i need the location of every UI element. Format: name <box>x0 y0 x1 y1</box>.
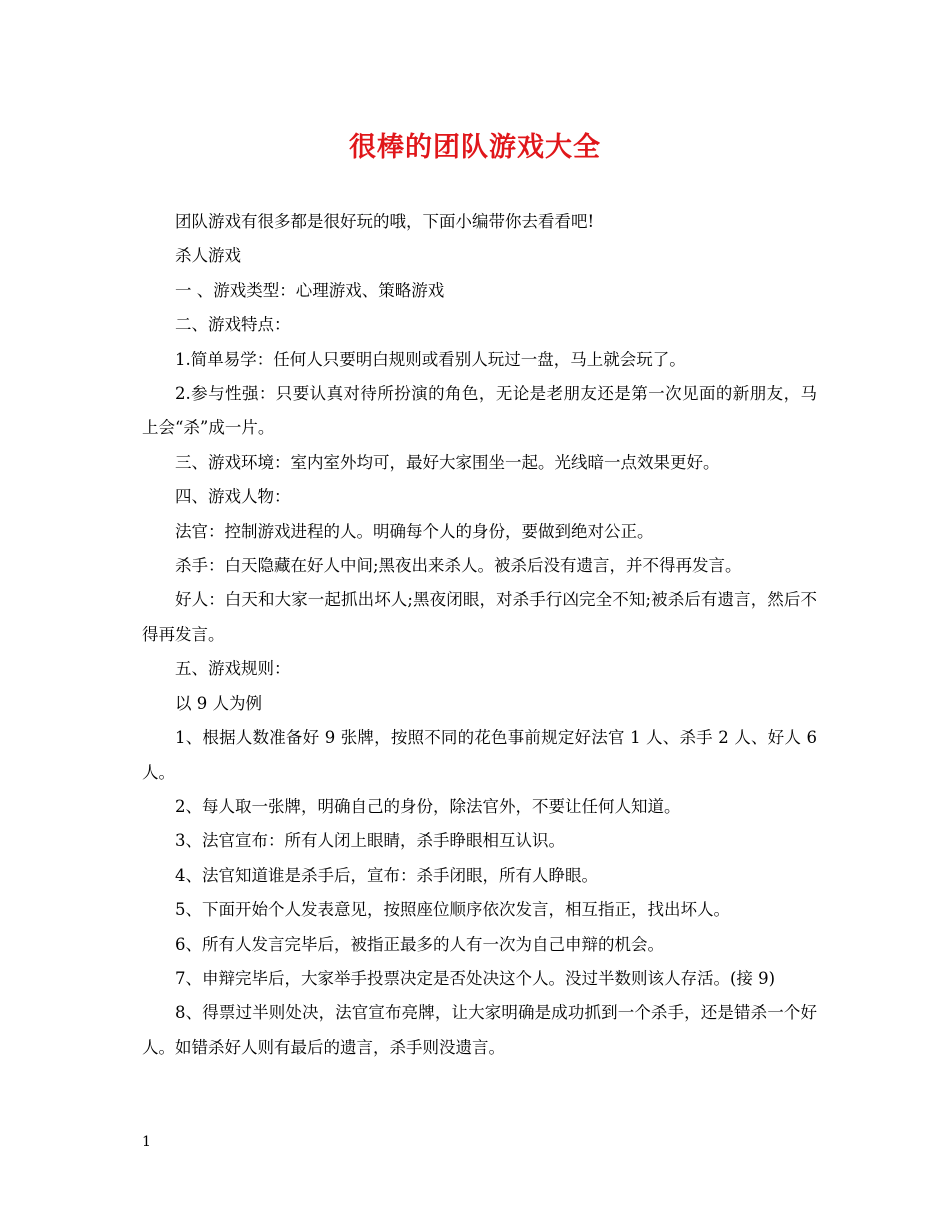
feature-easy-paragraph: 1.简单易学：任何人只要明白规则或看别人玩过一盘，马上就会玩了。 <box>175 349 686 369</box>
page-title: 很棒的团队游戏大全 <box>349 132 601 163</box>
rule-4-paragraph: 4、法官知道谁是杀手后，宣布：杀手闭眼，所有人睁眼。 <box>175 865 598 885</box>
environment-paragraph: 三、游戏环境：室内室外均可，最好大家围坐一起。光线暗一点效果更好。 <box>175 452 720 472</box>
rule-6-paragraph: 6、所有人发言完毕后，被指正最多的人有一次为自己申辩的机会。 <box>175 934 664 954</box>
section-heading-game-name: 杀人游戏 <box>175 246 241 266</box>
character-judge-paragraph: 法官：控制游戏进程的人。明确每个人的身份，要做到绝对公正。 <box>175 521 654 541</box>
rules-heading: 五、游戏规则： <box>175 659 291 679</box>
rules-example-paragraph: 以 9 人为例 <box>175 693 262 713</box>
intro-paragraph: 团队游戏有很多都是很好玩的哦，下面小编带你去看看吧! <box>175 212 595 231</box>
page-number: 1 <box>142 1134 151 1150</box>
rule-7-paragraph: 7、申辩完毕后，大家举手投票决定是否处决这个人。没过半数则该人存活。(接 9) <box>175 968 776 988</box>
characters-heading: 四、游戏人物： <box>175 487 291 507</box>
game-type-paragraph: 一 、游戏类型：心理游戏、策略游戏 <box>175 280 445 300</box>
rule-5-paragraph: 5、下面开始个人发表意见，按照座位顺序依次发言，相互指正，找出坏人。 <box>175 900 730 920</box>
character-good-paragraph: 好人：白天和大家一起抓出坏人;黑夜闭眼，对杀手行凶完全不知;被杀后有遗言，然后不得再发言。 <box>142 590 817 644</box>
rule-2-paragraph: 2、每人取一张牌，明确自己的身份，除法官外，不要让任何人知道。 <box>175 796 681 816</box>
features-heading: 二、游戏特点： <box>175 315 291 335</box>
rule-8-paragraph: 8、得票过半则处决，法官宣布亮牌，让大家明确是成功抓到一个杀手，还是错杀一个好人。如错杀好人则有最后的遗言，杀手则没遗言。 <box>142 1003 817 1057</box>
rule-3-paragraph: 3、法官宣布：所有人闭上眼睛，杀手睁眼相互认识。 <box>175 831 565 851</box>
rule-1-paragraph: 1、根据人数准备好 9 张牌，按照不同的花色事前规定好法官 1 人、杀手 2 人、好人 6 人。 <box>142 728 817 782</box>
character-killer-paragraph: 杀手：白天隐藏在好人中间;黑夜出来杀人。被杀后没有遗言，并不得再发言。 <box>175 556 742 576</box>
feature-participation-paragraph: 2.参与性强：只要认真对待所扮演的角色，无论是老朋友还是第一次见面的新朋友，马上会“杀”成一片。 <box>142 384 817 438</box>
document-body <box>142 205 817 1065</box>
